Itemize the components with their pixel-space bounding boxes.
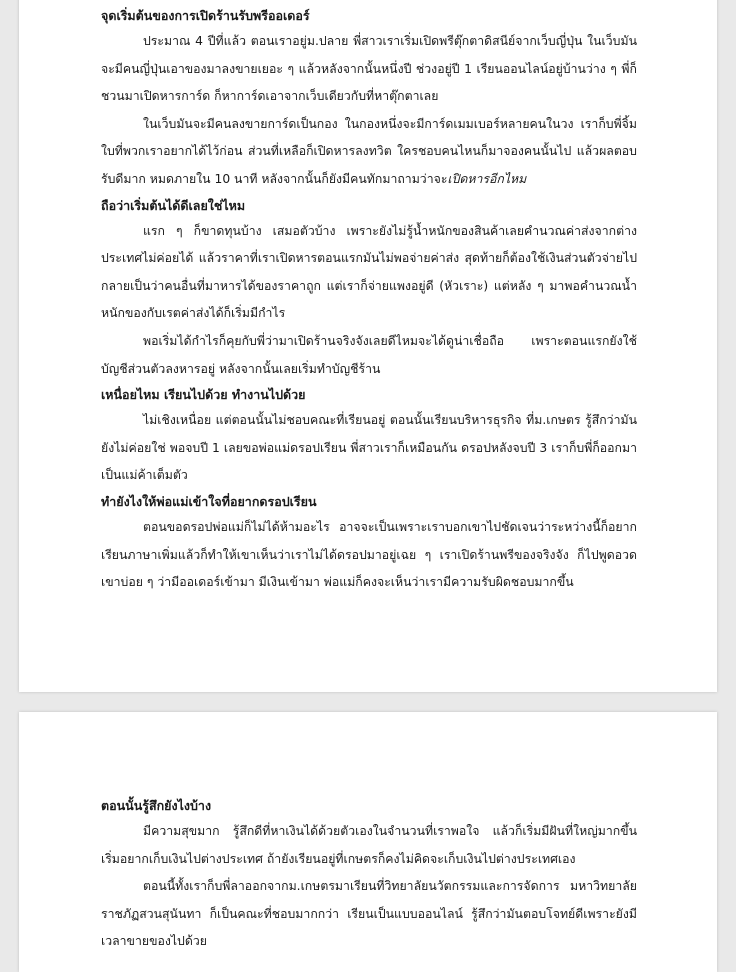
paragraph-text: ในเว็บมันจะมีคนลงขายการ์ดเป็นกอง ในกองหนึ่งจะมีการ์ดเมมเบอร์หลายคนในวง เราก็บพี่จิ้มใบที่พวกเราอยากได้ไว้ก่อน ส่วนที่เหลือก็เปิดหารลงทวิต ใครชอบคนไหนก็มาจองคนนั้นไป แล้วผลตอบรับดีมาก หมดภายใน 10 นาที หลังจากนั้นก็ยังมีคนทักมาถามว่าจะ <box>101 116 637 186</box>
section-heading: เหนื่อยไหม เรียนไปด้วย ทำงานไปด้วย <box>101 387 306 403</box>
section-heading: ถือว่าเริ่มต้นได้ดีเลยใช่ไหม <box>101 197 246 213</box>
paragraph: แรก ๆ ก็ขาดทุนบ้าง เสมอตัวบ้าง เพราะยังไม่รู้น้ำหนักของสินค้าเลยคำนวณค่าส่งจากต่างประเทศไม่ค่อยได้ แล้วราคาที่เราเปิดหารตอนแรกมันไม่พอจ่ายค่าส่ง สุดท้ายก็ต้องใช้เงินส่วนตัวจ่ายไป กลายเป็นว่าคนอื่นที่มาหารได้ของราคาถูก แต่เราก็จ่ายแพงอยู่ดี (หัวเราะ) แต่หลัง ๆ มาพอคำนวณน้ำหนักของกับเรตค่าส่งได้ก็เริ่มมีกำไร <box>101 223 637 321</box>
paragraph: ประมาณ 4 ปีที่แล้ว ตอนเราอยู่ม.ปลาย พี่สาวเราเริ่มเปิดพรีตุ๊กตาดิสนีย์จากเว็บญี่ปุ่น ในเว็บมันจะมีคนญี่ปุ่นเอาของมาลงขายเยอะ ๆ แล้วหลังจากนั้นหนึ่งปี ช่วงอยู่ปี 1 เรียนออนไลน์อยู่บ้านว่าง ๆ พี่ก็ชวนมาเปิดหารการ์ด ก็หาการ์ดเอาจากเว็บเดียวกับที่หาตุ๊กตาเลย <box>101 34 637 104</box>
paragraph: ตอนนี้ทั้งเราก็บพี่ลาออกจากม.เกษตรมาเรียนที่วิทยาลัยนวัตกรรมและการจัดการ มหาวิทยาลัยราชภัฏสวนสุนันทา ก็เป็นคณะที่ชอบมากกว่า เรียนเป็นแบบออนไลน์ รู้สึกว่ามันตอบโจทย์ดีเพราะยังมีเวลาขายของไปด้วย <box>101 879 637 949</box>
paragraph: พอเริ่มได้กำไรก็คุยกับพี่ว่ามาเปิดร้านจริงจังเลยดีไหมจะได้ดูน่าเชื่อถือ เพราะตอนแรกยังใช้บัญชีส่วนตัวลงหารอยู่ หลังจากนั้นเลยเริ่มทำบัญชีร้าน <box>101 333 637 376</box>
italic-quote: เปิดหารอีกไหม <box>447 171 527 186</box>
document-page-2 <box>19 712 717 972</box>
section-heading: ทำยังไงให้พ่อแม่เข้าใจที่อยากดรอปเรียน <box>101 493 317 509</box>
paragraph: ไม่เชิงเหนื่อย แต่ตอนนั้นไม่ชอบคณะที่เรียนอยู่ ตอนนั้นเรียนบริหารธุรกิจ ที่ม.เกษตร รู้สึกว่ามันยังไม่ค่อยใช่ พอจบปี 1 เลยขอพ่อแม่ดรอปเรียน พี่สาวเราก็เหมือนกัน ดรอปหลังจบปี 3 เราก็บพี่ก็ออกมาเป็นแม่ค้าเต็มตัว <box>101 413 637 483</box>
paragraph <box>101 111 637 194</box>
section-heading: ตอนนั้นรู้สึกยังไงบ้าง <box>101 798 212 813</box>
section-heading: จุดเริ่มต้นของการเปิดร้านรับพรีออเดอร์ <box>101 8 310 23</box>
document-page-1 <box>19 0 717 692</box>
paragraph: ตอนขอดรอปพ่อแม่ก็ไม่ได้ห้ามอะไร อาจจะเป็นเพราะเราบอกเขาไปชัดเจนว่าระหว่างนี้ก็อยากเรียนภาษาเพิ่มแล้วก็ทำให้เขาเห็นว่าเราไม่ได้ดรอปมาอยู่เฉย ๆ เราเปิดร้านพรีของจริงจัง ก็ไปพูดอวดเขาบ่อย ๆ ว่ามีออเดอร์เข้ามา มีเงินเข้ามา พ่อแม่ก็คงจะเห็นว่าเรามีความรับผิดชอบมากขึ้น <box>101 519 637 590</box>
paragraph: มีความสุขมาก รู้สึกดีที่หาเงินได้ด้วยตัวเองในจำนวนที่เราพอใจ แล้วก็เริ่มมีฝันที่ใหญ่มากขึ้น เริ่มอยากเก็บเงินไปต่างประเทศ ถ้ายังเรียนอยู่ที่เกษตรก็คงไม่คิดจะเก็บเงินไปต่างประเทศเอง <box>101 824 637 866</box>
